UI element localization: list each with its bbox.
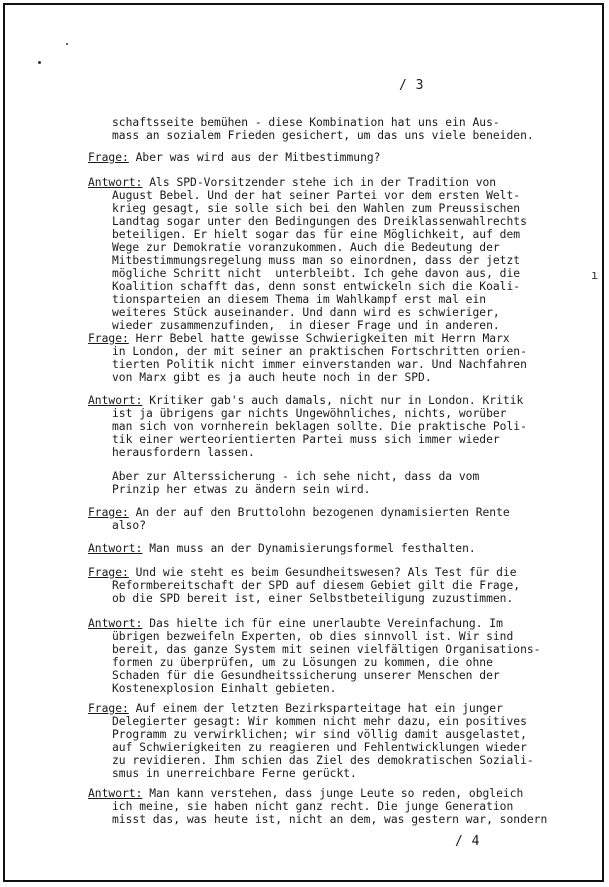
- line-text: wieder zusammenzufinden, in dieser Frage und in anderen.: [112, 319, 500, 332]
- line-text: Schaden für die Gesundheitssicherung unserer Menschen der: [112, 669, 500, 682]
- line-text: mass an sozialem Frieden gesichert, um das uns viele beneiden.: [112, 129, 534, 142]
- line-text: misst das, was heute ist, nicht an dem, was gestern war, sondern: [112, 813, 548, 826]
- page-number-bottom: / 4: [455, 834, 480, 849]
- text-line: [112, 813, 547, 826]
- text-line: [88, 176, 496, 189]
- text-line: [112, 579, 520, 592]
- line-text: herausfordern lassen.: [112, 446, 255, 459]
- text-line: [112, 630, 513, 643]
- line-text: Programm zu verwirklichen; wir sind völlig damit ausgelastet,: [112, 728, 527, 741]
- line-text: übrigen bezweifeln Experten, ob dies sinnvoll ist. Wir sind: [112, 630, 514, 643]
- text-line: [112, 519, 146, 532]
- text-line: [88, 702, 503, 715]
- text-line: [112, 715, 527, 728]
- question-label: Frage:: [88, 151, 129, 164]
- line-text: Wege zur Demokratie voranzukommen. Auch die Bedeutung der: [112, 241, 500, 254]
- text-line: [88, 394, 523, 407]
- text-line: [112, 433, 500, 446]
- line-text: ich meine, sie haben nicht ganz recht. Die junge Generation: [112, 800, 514, 813]
- line-text: ob die SPD bereit ist, einer Selbstbeteiligung zuzustimmen.: [112, 592, 514, 605]
- text-line: [112, 741, 527, 754]
- answer-label: Antwort:: [88, 617, 143, 630]
- line-text: weiteres Stück auseinander. Und dann wird es schwieriger,: [112, 306, 500, 319]
- line-text: Reformbereitschaft der SPD auf diesem Gebiet gilt die Frage,: [112, 579, 521, 592]
- text-line: [112, 728, 527, 741]
- text-line: [112, 470, 479, 483]
- text-line: [112, 241, 500, 254]
- question-label: Frage:: [88, 566, 129, 579]
- answer-label: Antwort:: [88, 394, 143, 407]
- text-line: [112, 592, 513, 605]
- text-line: [112, 215, 527, 228]
- text-line: [112, 293, 486, 306]
- line-text: Man kann verstehen, dass junge Leute so reden, obgleich: [149, 787, 524, 800]
- answer-label: Antwort:: [88, 176, 143, 189]
- text-line: [112, 446, 255, 459]
- margin-mark: ı: [591, 268, 599, 282]
- text-line: [88, 566, 517, 579]
- line-text: schaftsseite bemühen - diese Kombination hat uns ein Aus-: [112, 116, 500, 129]
- text-line: [112, 189, 520, 202]
- text-line: [112, 280, 520, 293]
- text-line: [112, 767, 357, 780]
- line-text: Mitbestimmungsregelung muss man so einordnen, dass der jetzt: [112, 254, 521, 267]
- line-text: beteiligen. Er hielt sogar das für eine Möglichkeit, auf dem: [112, 228, 521, 241]
- line-text: Das hielte ich für eine unerlaubte Vereinfachung. Im: [149, 617, 503, 630]
- text-line: [112, 371, 432, 384]
- page-number-top: / 3: [399, 78, 424, 93]
- text-line: [112, 643, 540, 656]
- text-line: [112, 656, 493, 669]
- line-text: Aber was wird aus der Mitbestimmung?: [135, 151, 381, 164]
- line-text: smus in unerreichbare Ferne gerückt.: [112, 767, 357, 780]
- text-line: [112, 420, 527, 433]
- line-text: Koalition schafft das, denn sonst entwickeln sich die Koali-: [112, 280, 521, 293]
- text-line: [112, 116, 500, 129]
- line-text: auf Schwierigkeiten zu reagieren und Fehlentwicklungen wieder: [112, 741, 527, 754]
- line-text: mögliche Schritt nicht unterbleibt. Ich gehe davon aus, die: [112, 267, 521, 280]
- line-text: Und wie steht es beim Gesundheitswesen? Als Test für die: [135, 566, 517, 579]
- scan-speck: [66, 43, 68, 45]
- text-line: [112, 267, 520, 280]
- line-text: zu revidieren. Ihm schien das Ziel des demokratischen Soziali-: [112, 754, 534, 767]
- line-text: formen zu überprüfen, um zu Lösungen zu kommen, die ohne: [112, 656, 493, 669]
- line-text: bereit, das ganze System mit seinen vielfältigen Organisations-: [112, 643, 541, 656]
- text-line: [112, 407, 506, 420]
- line-text: An der auf den Bruttolohn bezogenen dynamisierten Rente: [135, 506, 510, 519]
- text-line: [88, 787, 523, 800]
- answer-label: Antwort:: [88, 787, 143, 800]
- line-text: Herr Bebel hatte gewisse Schwierigkeiten mit Herrn Marx: [135, 332, 510, 345]
- scan-speck: [38, 61, 41, 64]
- line-text: Auf einem der letzten Bezirksparteitage hat ein junger: [135, 702, 503, 715]
- line-text: Kritiker gab's auch damals, nicht nur in London. Kritik: [149, 394, 524, 407]
- question-label: Frage:: [88, 332, 129, 345]
- line-text: man sich von vornherein beklagen sollte. Die praktische Poli-: [112, 420, 527, 433]
- line-text: tik einer werteorientierten Partei muss sich immer wieder: [112, 433, 500, 446]
- text-line: [88, 506, 510, 519]
- line-text: tierten Politik nicht immer einverstanden war. Und Nachfahren: [112, 358, 527, 371]
- question-label: Frage:: [88, 506, 129, 519]
- text-line: [112, 682, 336, 695]
- text-line: [112, 254, 520, 267]
- line-text: Prinzip her etwas zu ändern sein wird.: [112, 483, 371, 496]
- line-text: Delegierter gesagt: Wir kommen nicht mehr dazu, ein positives: [112, 715, 527, 728]
- text-line: [88, 617, 503, 630]
- line-text: Landtag sogar unter den Bedingungen des Dreiklassenwahlrechts: [112, 215, 527, 228]
- line-text: Als SPD-Vorsitzender stehe ich in der Tradition von: [149, 176, 497, 189]
- text-line: [88, 542, 476, 555]
- line-text: in London, der mit seiner an praktischen Fortschritten orien-: [112, 345, 527, 358]
- line-text: also?: [112, 519, 147, 532]
- text-line: [112, 319, 500, 332]
- line-text: Aber zur Alterssicherung - ich sehe nicht, dass da vom: [112, 470, 480, 483]
- text-line: [112, 800, 513, 813]
- text-line: [112, 669, 500, 682]
- line-text: ist ja übrigens gar nichts Ungewöhnliches, nichts, worüber: [112, 407, 507, 420]
- text-line: [88, 151, 380, 164]
- answer-label: Antwort:: [88, 542, 143, 555]
- text-line: [112, 202, 520, 215]
- line-text: Kostenexplosion Einhalt gebieten.: [112, 682, 337, 695]
- line-text: August Bebel. Und der hat seiner Partei vor dem ersten Welt-: [112, 189, 521, 202]
- text-line: [112, 129, 534, 142]
- text-line: [112, 754, 534, 767]
- text-line: [88, 332, 510, 345]
- line-text: von Marx gibt es ja auch heute noch in der SPD.: [112, 371, 432, 384]
- line-text: krieg gesagt, sie solle sich bei den Wahlen zum Preussischen: [112, 202, 521, 215]
- line-text: tionsparteien an diesem Thema im Wahlkampf erst mal ein: [112, 293, 487, 306]
- text-line: [112, 483, 370, 496]
- text-line: [112, 358, 527, 371]
- text-line: [112, 306, 500, 319]
- text-line: [112, 228, 520, 241]
- line-text: Man muss an der Dynamisierungsformel festhalten.: [149, 542, 476, 555]
- text-line: [112, 345, 527, 358]
- question-label: Frage:: [88, 702, 129, 715]
